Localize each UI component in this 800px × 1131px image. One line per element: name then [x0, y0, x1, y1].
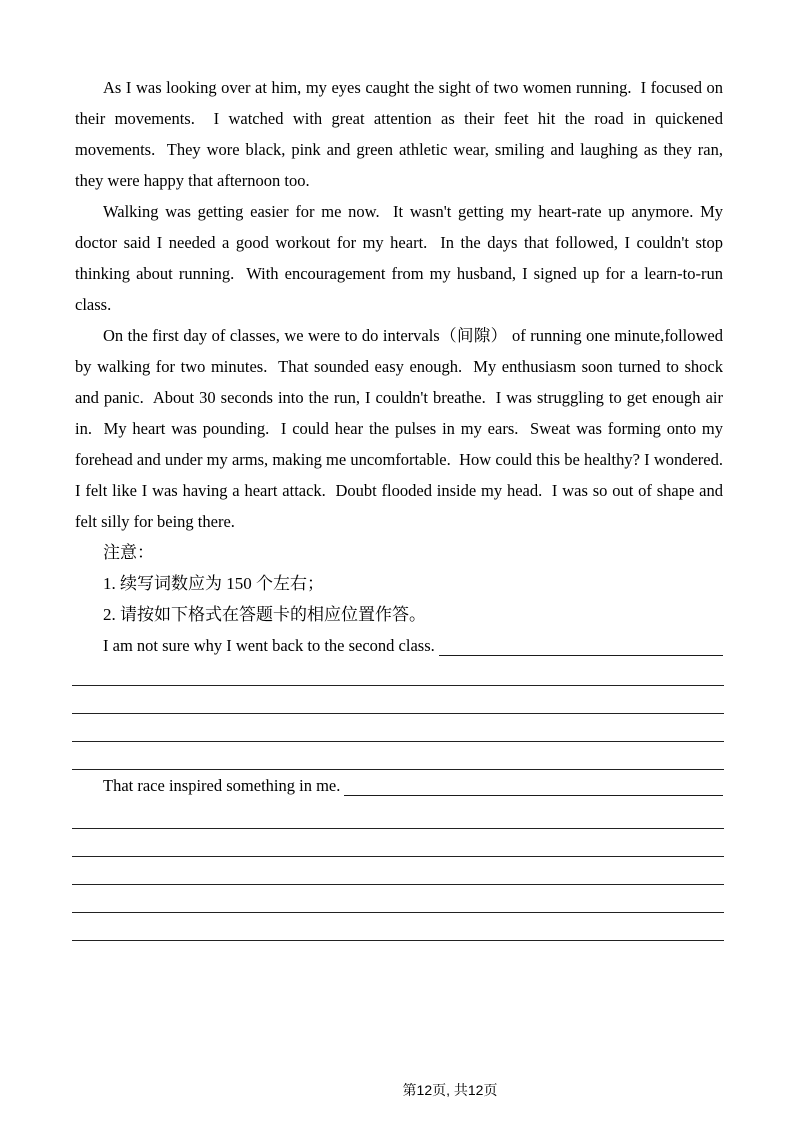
answer-write-line: [344, 770, 723, 796]
answer-blank-line: [72, 742, 724, 770]
note-item-2: 2. 请按如下格式在答题卡的相应位置作答。: [103, 605, 426, 624]
answer-lead-line-2: [75, 770, 723, 801]
lead-sentence-1: I am not sure why I went back to the second class.: [103, 636, 435, 655]
answer-blank-line: [72, 885, 724, 913]
page-indicator: 第12页, 共12页: [402, 1082, 498, 1098]
answer-lead-line-1: [75, 630, 723, 661]
answer-blank-line: [72, 913, 724, 941]
note-item-1: 1. 续写词数应为 150 个左右；: [103, 574, 324, 593]
answer-blank-line: [72, 661, 724, 686]
page-footer: [0, 1080, 800, 1100]
answer-blank-line: [72, 857, 724, 885]
page-content: [75, 72, 732, 941]
lead-sentence-2: That race inspired something in me.: [103, 776, 341, 795]
answer-blank-lines-group-1: [72, 661, 724, 770]
answer-blank-lines-group-2: [72, 801, 724, 941]
passage-paragraph-2: Walking was getting easier for me now. It wasn't getting my heart-rate up anymore. My doctor said I needed a good workout for my heart. In the days that followed, I couldn't stop thinking about running. With encouragement from my husband, I signed up for a learn-to-run class.: [75, 202, 728, 314]
answer-blank-line: [72, 686, 724, 714]
notes-heading: 注意：: [103, 543, 154, 562]
passage-paragraph-3: On the first day of classes, we were to do intervals（间隙） of running one minute,followed by walking for two minutes. That sounded easy enough. My enthusiasm soon turned to shock and panic. About 30 seconds into the run, I couldn't breathe. I was struggling to get enough air in. My heart was pounding. I could hear the pulses in my ears. Sweat was forming onto my forehead and under my arms, making me uncomfortable. How could this be healthy? I wondered. I felt like I was having a heart attack. Doubt flooded inside my head. I was so out of shape and felt silly for being there.: [75, 326, 732, 531]
passage-paragraph-1: As I was looking over at him, my eyes caught the sight of two women running. I focused on their movements. I watched with great attention as their feet hit the road in quickened movements. They wore black, pink and green athletic wear, smiling and laughing as they ran, they were happy that afternoon too.: [75, 78, 728, 190]
answer-write-line: [439, 630, 723, 656]
answer-blank-line: [72, 714, 724, 742]
answer-blank-line: [72, 829, 724, 857]
answer-blank-line: [72, 801, 724, 829]
